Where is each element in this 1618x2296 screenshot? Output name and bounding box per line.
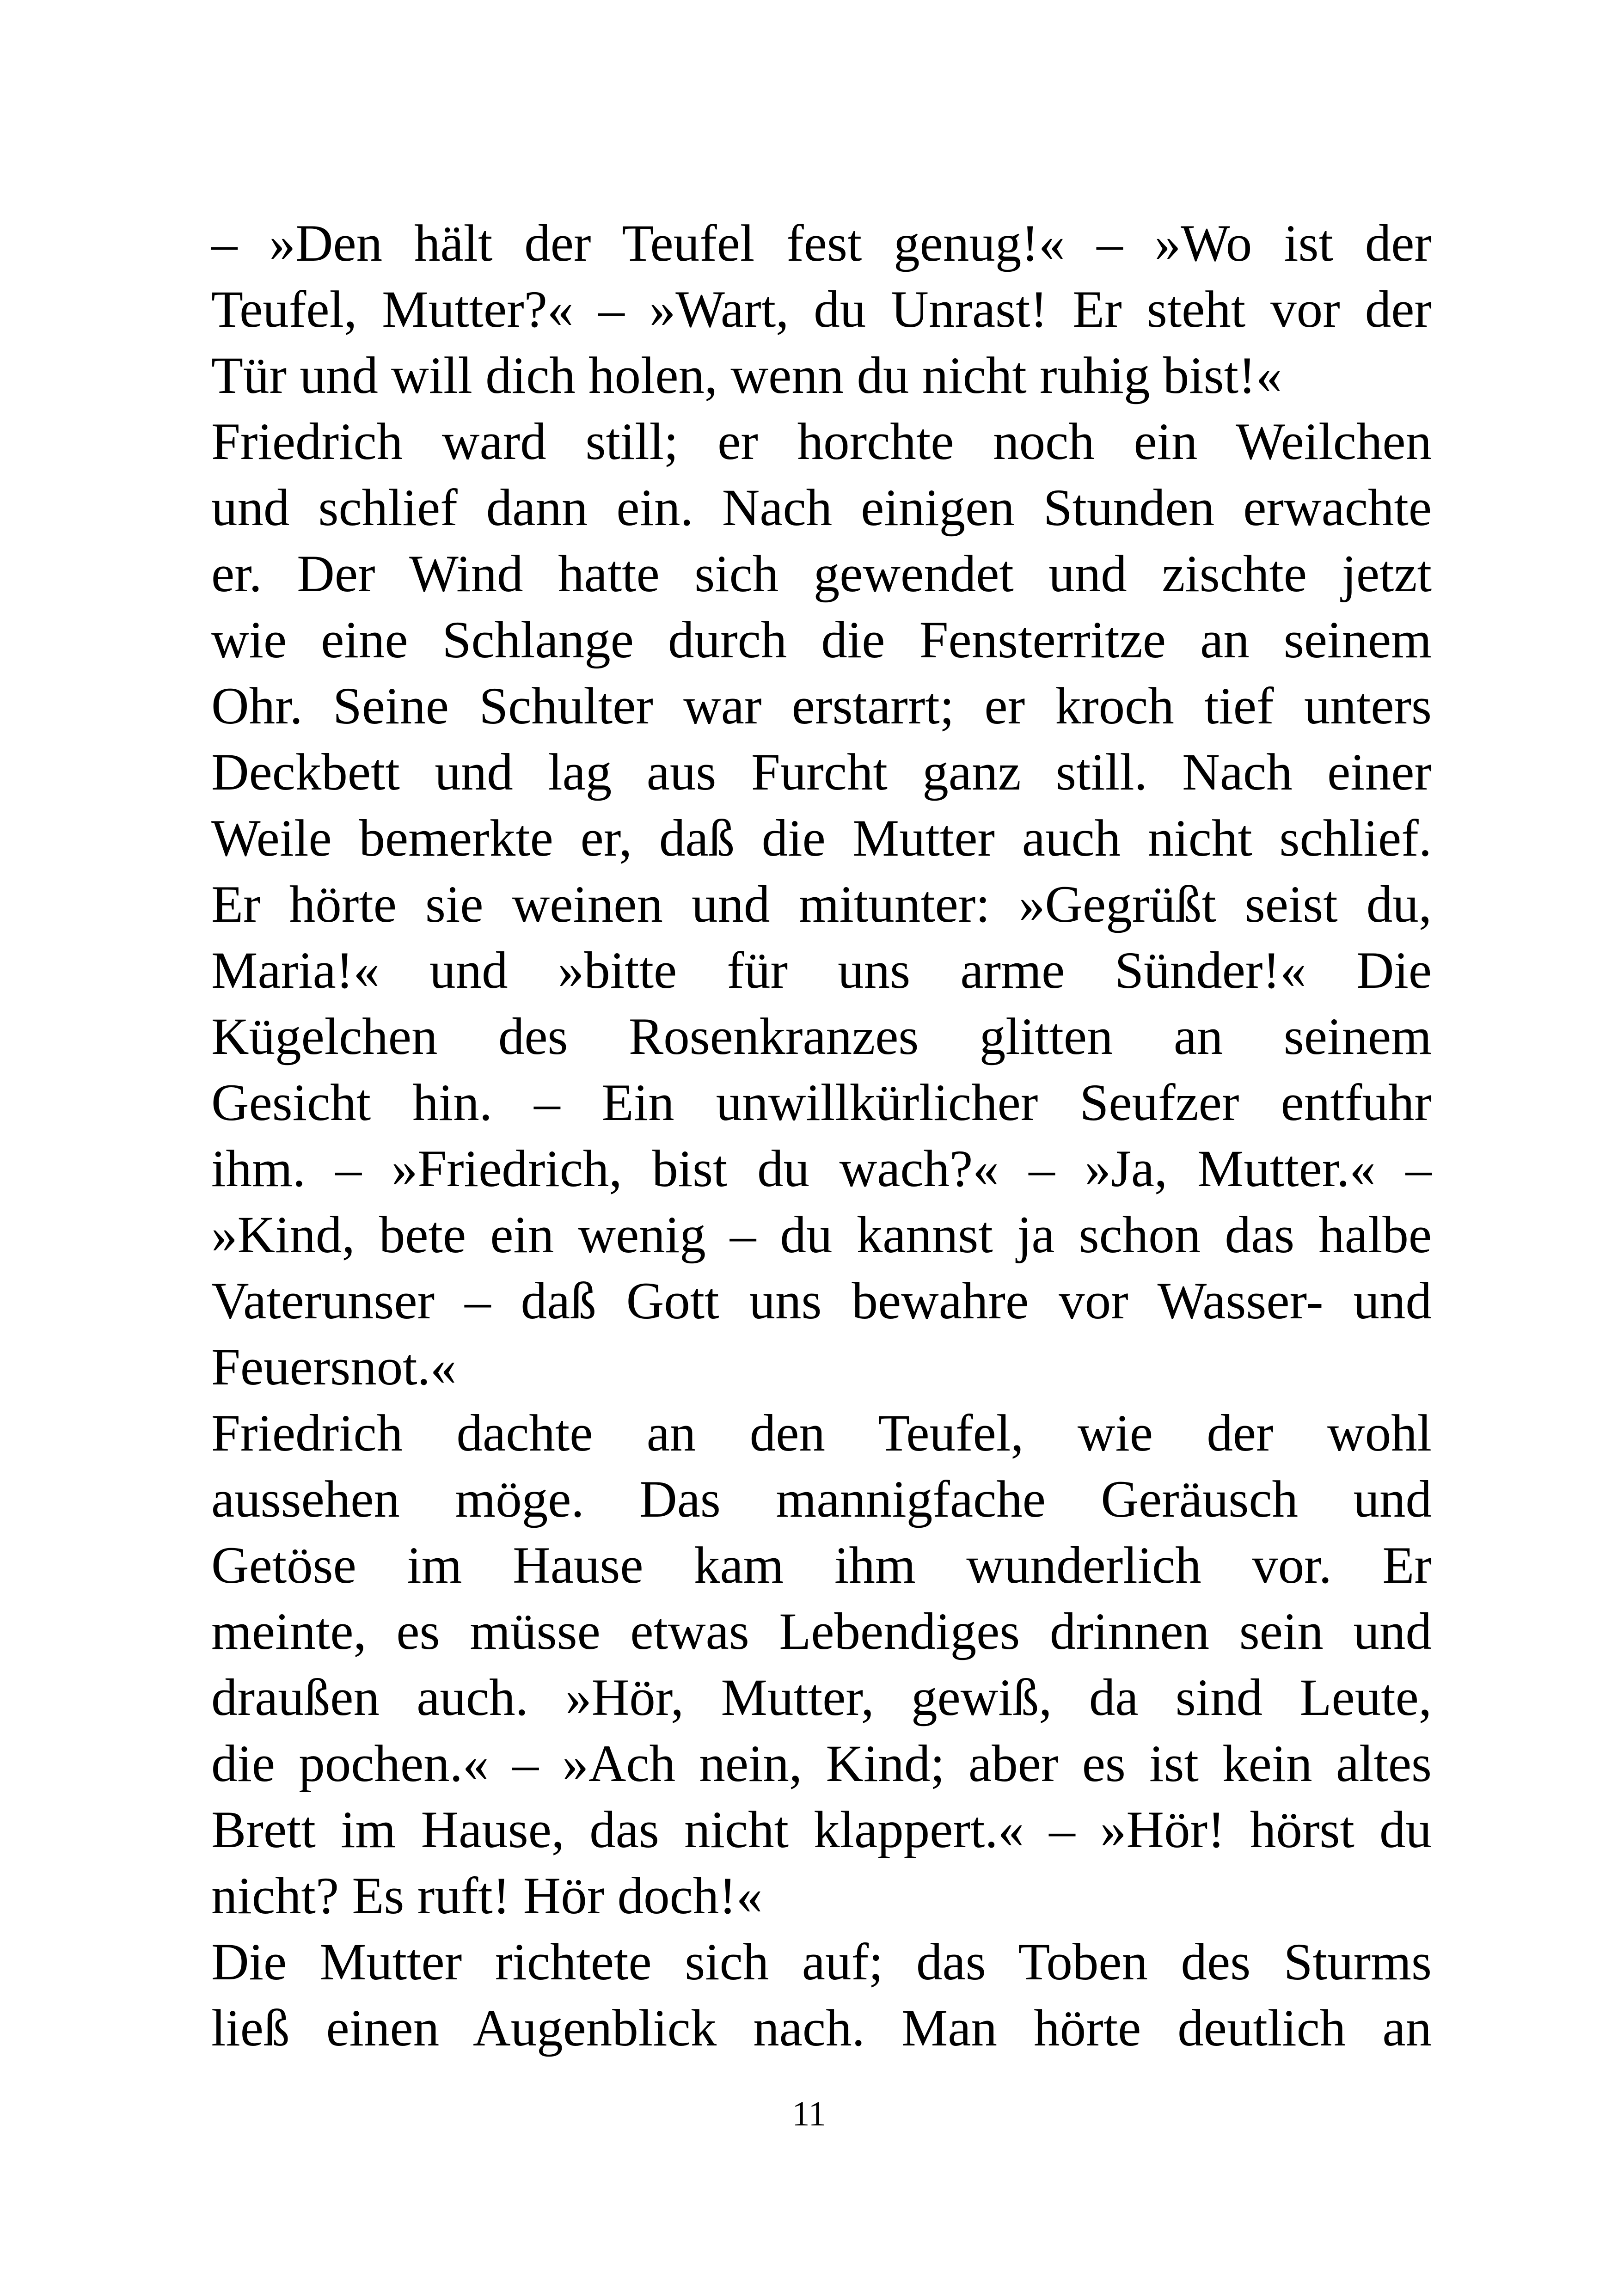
text-line: meinte, es müsse etwas Lebendiges drinnen sein und [211, 1603, 1432, 1660]
text-line: ließ einen Augenblick nach. Man hörte deutlich an [211, 1999, 1432, 2057]
text-line: nicht? Es ruft! Hör doch!« [211, 1867, 763, 1925]
text-line: Weile bemerkte er, daß die Mutter auch nicht schlief. [211, 809, 1432, 867]
text-line: Er hörte sie weinen und mitunter: »Gegrüßt seist du, [211, 876, 1432, 933]
text-line: »Kind, bete ein wenig – du kannst ja schon das halbe [211, 1206, 1432, 1264]
page-number: 11 [792, 2094, 826, 2133]
text-line: Feuersnot.« [211, 1338, 457, 1396]
text-line: Teufel, Mutter?« – »Wart, du Unrast! Er steht vor der [211, 281, 1432, 338]
text-line: die pochen.« – »Ach nein, Kind; aber es ist kein altes [211, 1735, 1432, 1793]
text-line: Gesicht hin. – Ein unwillkürlicher Seufzer entfuhr [211, 1074, 1432, 1132]
text-line: Kügelchen des Rosenkranzes glitten an seinem [211, 1008, 1432, 1065]
body-text [211, 210, 1432, 2061]
text-line: Brett im Hause, das nicht klappert.« – »Hör! hörst du [211, 1801, 1432, 1859]
text-line: Friedrich ward still; er horchte noch ein Weilchen [211, 413, 1432, 471]
text-line: Die Mutter richtete sich auf; das Toben des Sturms [211, 1933, 1432, 1991]
text-line: er. Der Wind hatte sich gewendet und zischte jetzt [211, 545, 1432, 603]
text-line: Friedrich dachte an den Teufel, wie der wohl [211, 1404, 1432, 1462]
text-line: Getöse im Hause kam ihm wunderlich vor. Er [211, 1537, 1432, 1594]
text-line: Tür und will dich holen, wenn du nicht ruhig bist!« [211, 347, 1282, 404]
text-line: wie eine Schlange durch die Fensterritze an seinem [211, 611, 1432, 669]
text-line: Maria!« und »bitte für uns arme Sünder!« Die [211, 942, 1432, 999]
text-line: draußen auch. »Hör, Mutter, gewiß, da sind Leute, [211, 1669, 1432, 1727]
text-line: Deckbett und lag aus Furcht ganz still. Nach einer [211, 743, 1432, 801]
text-line: Ohr. Seine Schulter war erstarrt; er kroch tief unters [211, 677, 1432, 735]
text-line: aussehen möge. Das mannigfache Geräusch und [211, 1470, 1432, 1528]
text-line: Vaterunser – daß Gott uns bewahre vor Wasser- und [211, 1272, 1432, 1330]
text-line: und schlief dann ein. Nach einigen Stunden erwachte [211, 479, 1432, 537]
text-line: – »Den hält der Teufel fest genug!« – »Wo ist der [211, 214, 1432, 272]
text-line: ihm. – »Friedrich, bist du wach?« – »Ja, Mutter.« – [211, 1140, 1432, 1198]
